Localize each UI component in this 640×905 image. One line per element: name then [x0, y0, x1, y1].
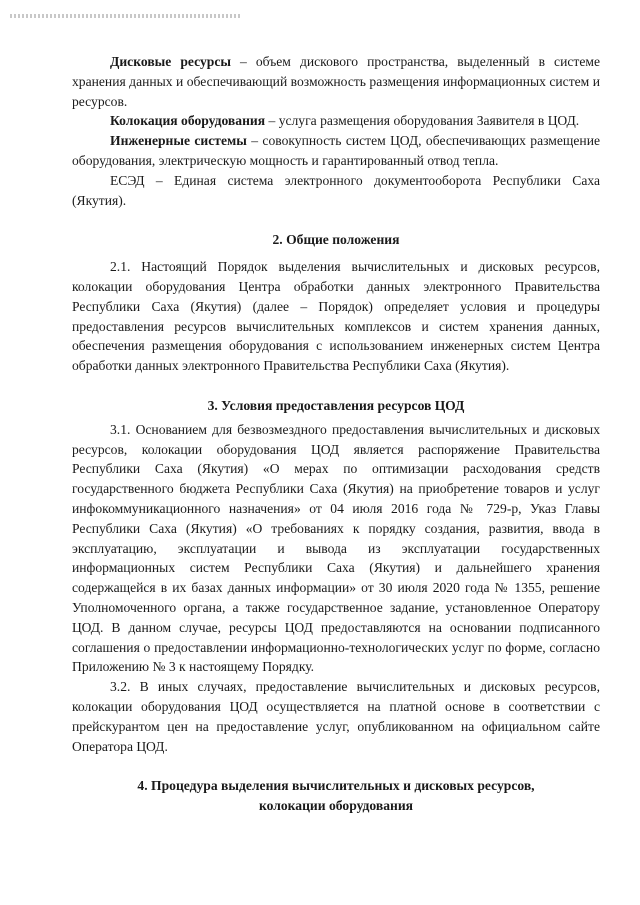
section-2-paragraph-1: 2.1. Настоящий Порядок выделения вычислительных и дисковых ресурсов, колокации оборудования Центра обработки данных электронного Правительства Республики Саха (Якутия) (далее – Порядок) определяет условия и процедуры предоставления ресурсов вычислительных комплексов и систем хранения данных, обеспечения размещения оборудования с использованием инженерных систем Центра обработки данных электронного Правительства Республики Саха (Якутия).	[72, 259, 600, 374]
definition-engineering-systems	[72, 131, 600, 171]
section-2-heading: 2. Общие положения	[272, 232, 400, 248]
document-page	[72, 52, 600, 816]
section-3-paragraph-2: 3.2. В иных случаях, предоставление вычислительных и дисковых ресурсов, колокации оборудования ЦОД осуществляется на платной основе в соответствии с прейскурантом цен на предоставление услуг, опубликованном на официальном сайте Оператора ЦОД.	[72, 679, 600, 754]
definition-text: ЕСЭД – Единая система электронного документооборота Республики Саха (Якутия).	[72, 172, 600, 208]
scan-artifact-strip	[10, 14, 240, 18]
definition-text: – объем дискового пространства, выделенный в системе хранения данных и обеспечивающий возможность размещения информационных систем и ресурсов.	[72, 54, 600, 109]
definition-disk-resources	[72, 52, 600, 111]
definition-esed	[72, 171, 600, 211]
definition-text: – услуга размещения оборудования Заявителя в ЦОД.	[265, 113, 580, 129]
section-4-heading-line-1: 4. Процедура выделения вычислительных и дисковых ресурсов,	[137, 778, 535, 794]
section-4-heading-line-2: колокации оборудования	[258, 798, 414, 814]
section-4-heading	[72, 776, 600, 816]
definition-colocation	[72, 111, 600, 131]
definition-text: – совокупность систем ЦОД, обеспечивающих размещение оборудования, электрическую мощность и гарантированный отвод тепла.	[72, 133, 601, 168]
section-3-heading: 3. Условия предоставления ресурсов ЦОД	[207, 397, 465, 413]
definition-term: Колокация оборудования	[110, 113, 266, 129]
definition-term: Инженерные системы	[110, 133, 247, 149]
section-3-paragraph-1: 3.1. Основанием для безвозмездного предоставления вычислительных и дисковых ресурсов, колокации оборудования ЦОД является распоряжение Правительства Республики Саха (Якутия) «О мерах по оптимизации расходования средств государственного бюджета Республики Саха (Якутия) на приобретение товаров и услуг инфокоммуникационного назначения» от 04 июля 2016 года № 729-р, Указ Главы Республики Саха (Якутия) «О требованиях к порядку создания, развития, ввода в эксплуатацию, эксплуатации и вывода из эксплуатации государственных информационных систем Республики Саха (Якутия) и дальнейшего хранения содержащейся в их базах данных информации» от 30 июля 2020 года № 1355, решение Уполномоченного органа, а также государственное задание, установленное Оператору ЦОД. В данном случае, ресурсы ЦОД предоставляются на основании подписанного соглашения о предоставлении информационно-технологических услуг по форме, согласно Приложению № 3 к настоящему Порядку.	[72, 421, 600, 675]
definition-term: Дисковые ресурсы	[110, 54, 231, 69]
